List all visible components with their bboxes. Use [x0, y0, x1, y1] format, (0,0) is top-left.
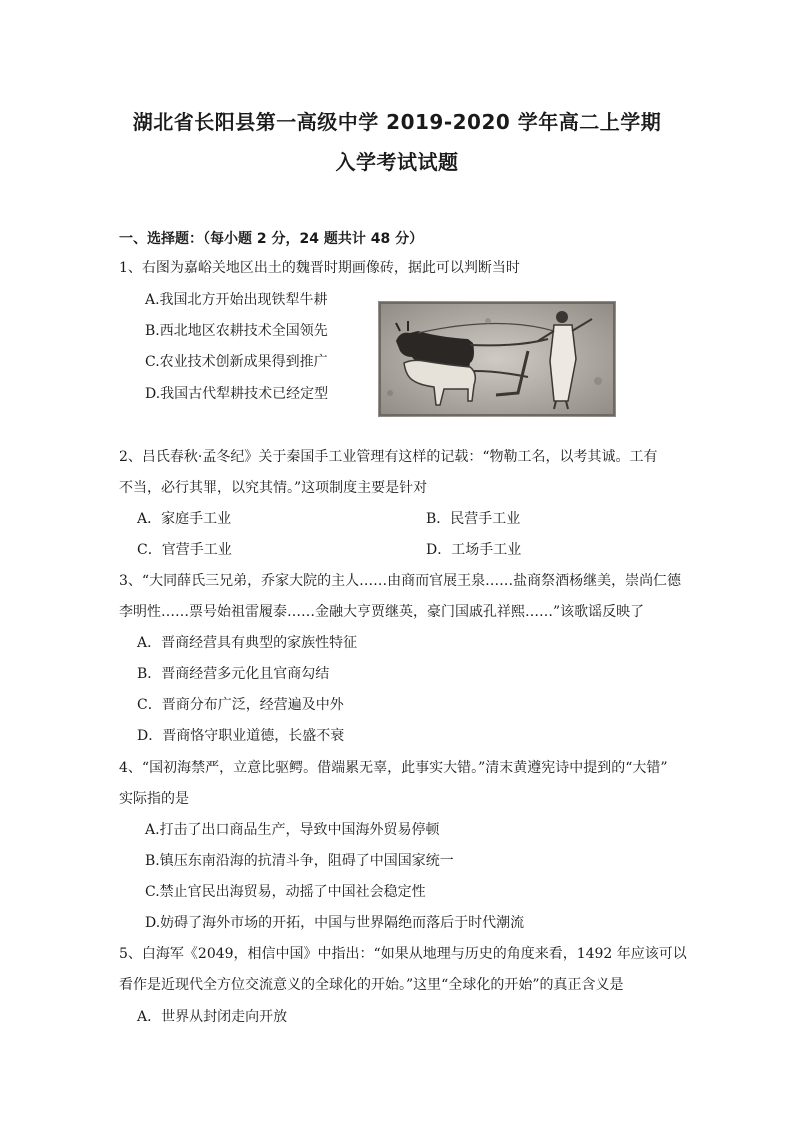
question-4-option-d: D.妨碍了海外市场的开拓，中国与世界隔绝而落后于时代潮流: [145, 915, 525, 931]
question-2-option-a: A．家庭手工业: [137, 511, 232, 527]
page-title-line1: 湖北省长阳县第一高级中学 2019-2020 学年高二上学期: [132, 110, 662, 134]
question-2-option-c: C．官营手工业: [137, 542, 232, 558]
question-1-option-c: C.农业技术创新成果得到推广: [145, 354, 328, 370]
question-3-option-d: D．晋商恪守职业道德，长盛不衰: [137, 728, 345, 744]
question-5-stem-line1: 5、白海军《2049，相信中国》中指出：“如果从地理与历史的角度来看，1492 年应该可以: [119, 946, 687, 962]
question-3-stem-line2: 李明性……票号始祖雷履泰……金融大亨贾继英，豪门国戚孔祥熙……”该歌谣反映了: [119, 604, 645, 620]
question-4-option-a: A.打击了出口商品生产，导致中国海外贸易停顿: [145, 822, 440, 838]
section-heading: 一、选择题：（每小题 2 分，24 题共计 48 分）: [119, 231, 424, 247]
question-4-stem-line2: 实际指的是: [119, 791, 189, 807]
question-3-option-b: B．晋商经营多元化且官商勾结: [137, 666, 330, 682]
question-1-option-d: D.我国古代犁耕技术已经定型: [145, 386, 329, 402]
ox-plough-brick-painting-icon: [378, 301, 616, 417]
question-2-option-d: D．工场手工业: [426, 542, 522, 558]
page-title-line2: 入学考试试题: [335, 150, 459, 174]
question-1-option-b: B.西北地区农耕技术全国领先: [145, 323, 328, 339]
question-1-stem: 1、右图为嘉峪关地区出土的魏晋时期画像砖，据此可以判断当时: [119, 260, 520, 276]
question-1-option-a: A.我国北方开始出现铁犁牛耕: [145, 292, 328, 308]
question-4-option-b: B.镇压东南沿海的抗清斗争，阻碍了中国国家统一: [145, 853, 454, 869]
question-3-option-a: A．晋商经营具有典型的家族性特征: [137, 635, 358, 651]
ox-plough-brick-painting-icon-svg: [378, 301, 616, 417]
question-2-stem-line2: 不当，必行其罪，以究其情。”这项制度主要是针对: [119, 480, 428, 496]
question-4-stem-line1: 4、“国初海禁严，立意比驱鳄。借端累无辜，此事实大错。”清末黄遵宪诗中提到的“大错”: [119, 760, 668, 776]
question-5-stem-line2: 看作是近现代全方位交流意义的全球化的开始。”这里“全球化的开始”的真正含义是: [119, 977, 624, 993]
question-3-option-c: C．晋商分布广泛，经营遍及中外: [137, 697, 344, 713]
question-2-stem-line1: 2、吕氏春秋·孟冬纪》关于秦国手工业管理有这样的记载：“物勒工名，以考其诚。工有: [119, 449, 658, 465]
question-4-option-c: C.禁止官民出海贸易，动摇了中国社会稳定性: [145, 884, 426, 900]
question-3-stem-line1: 3、“大同薛氏三兄弟，乔家大院的主人……由商而官展王泉……盐商祭酒杨继美，崇尚仁德: [119, 573, 682, 589]
question-5-option-a: A．世界从封闭走向开放: [137, 1009, 288, 1025]
question-2-option-b: B．民营手工业: [426, 511, 521, 527]
